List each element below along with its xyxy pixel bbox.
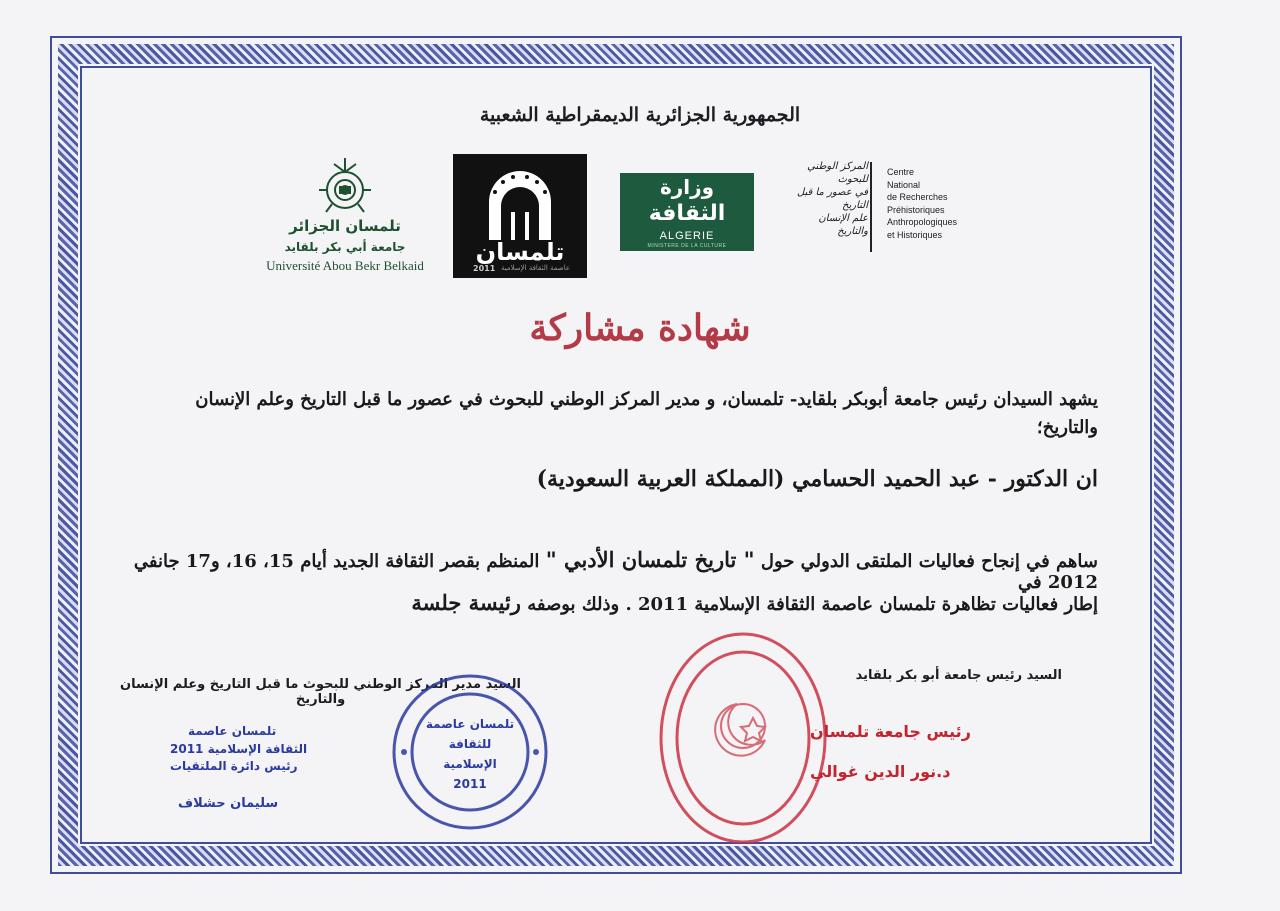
certificate-recipient: ان الدكتور - عبد الحميد الحسامي (المملكة العربية السعودية) xyxy=(536,466,1098,492)
arch-icon xyxy=(483,170,557,240)
stamp-line: 2011 xyxy=(453,777,487,791)
tlemcen-logo-year: 2011 xyxy=(473,264,496,273)
ministry-logo-subtitle: MINISTERE DE LA CULTURE xyxy=(647,243,727,249)
tlemcen-logo-subtitle: عاصمة الثقافة الإسلامية xyxy=(501,264,571,272)
university-name-ar-2: جامعة أبي بكر بلقايد xyxy=(284,240,406,254)
cnrpah-fr-line: et Historiques xyxy=(887,229,943,240)
right-signature-name: د.نور الدين غوالي xyxy=(810,762,951,781)
body2-pre: إطار فعاليات تظاهرة تلمسان عاصمة الثقافة الإسلامية 2011 . وذلك بوصفه xyxy=(527,594,1098,615)
cnrpah-ar-line: المركز الوطني xyxy=(807,161,868,172)
conference-seal-text xyxy=(420,714,520,794)
tlemcen-logo-name: تلمسان xyxy=(475,238,565,266)
left-signature-line3: رئيس دائرة الملتقيات xyxy=(170,759,298,773)
cnrpah-fr-line: National xyxy=(887,179,921,190)
university-emblem-icon xyxy=(314,156,376,218)
certificate-body-line1 xyxy=(88,547,1098,593)
cnrpah-ar-line: والتاريخ xyxy=(837,226,868,237)
cnrpah-fr-line: Centre xyxy=(887,167,915,177)
university-name-ar-1: تلمسان الجزائر xyxy=(289,217,401,235)
university-seal-stamp xyxy=(655,628,830,848)
cnrpah-ar-line: علم الإنسان xyxy=(818,213,868,224)
certificate-title: شهادة مشاركة xyxy=(529,307,751,349)
cnrpah-logo xyxy=(768,160,958,260)
cnrpah-name-ar xyxy=(768,160,868,238)
stamp-line: للثقافة الإسلامية xyxy=(443,737,497,771)
ministry-logo-line1: وزارة xyxy=(659,175,715,199)
left-signature-line1: تلمسان عاصمة xyxy=(188,724,277,738)
cnrpah-divider xyxy=(870,162,872,252)
signatory-right-label: السيد رئيس جامعة أبو بكر بلقايد xyxy=(855,668,1062,683)
university-name-fr: Université Abou Bekr Belkaid xyxy=(266,258,424,273)
signatory-left-label: السيد مدير المركز الوطني للبحوث ما قبل التاريخ وعلم الإنسان والتاريخ xyxy=(120,677,521,707)
certificate-body-line2 xyxy=(88,590,1098,615)
republic-header: الجمهورية الجزائرية الديمقراطية الشعبية xyxy=(479,104,801,126)
event-title: " تاريخ تلمسان الأدبي " xyxy=(545,547,755,572)
ministry-logo-line2: الثقافة xyxy=(648,201,726,226)
ministry-culture-logo xyxy=(620,173,754,251)
participant-role: رئيسة جلسة xyxy=(411,590,521,615)
cnrpah-name-fr xyxy=(887,166,967,241)
certificate-intro: يشهد السيدان رئيس جامعة أبوبكر بلقايد- تلمسان، و مدير المركز الوطني للبحوث في عصور ما قبل التاريخ وعلم الإنسان والتاريخ؛ xyxy=(195,389,1098,438)
right-signature-title: رئيس جامعة تلمسان xyxy=(810,722,971,741)
cnrpah-fr-line: de Recherches xyxy=(887,192,948,202)
cnrpah-fr-line: Anthropologiques xyxy=(887,217,958,227)
cnrpah-ar-line: في عصور ما قبل التاريخ xyxy=(796,187,868,211)
left-signature-line2: الثقافة الإسلامية 2011 xyxy=(170,742,308,756)
cnrpah-fr-line: Préhistoriques xyxy=(887,204,945,215)
ministry-logo-country: ALGERIE xyxy=(659,230,715,242)
stamp-line: تلمسان عاصمة xyxy=(425,717,515,731)
body1-post: المنظم بقصر الثقافة الجديد أيام 15، 16، و17 جانفي 2012 في xyxy=(133,551,1098,593)
tlemcen-2011-logo xyxy=(453,154,587,278)
cnrpah-ar-line: للبحوث xyxy=(837,174,868,185)
body1-pre: ساهم في إنجاح فعاليات الملتقى الدولي حول xyxy=(760,551,1098,572)
university-logo xyxy=(255,154,435,276)
left-signature-name: سليمان حشلاف xyxy=(178,796,279,811)
